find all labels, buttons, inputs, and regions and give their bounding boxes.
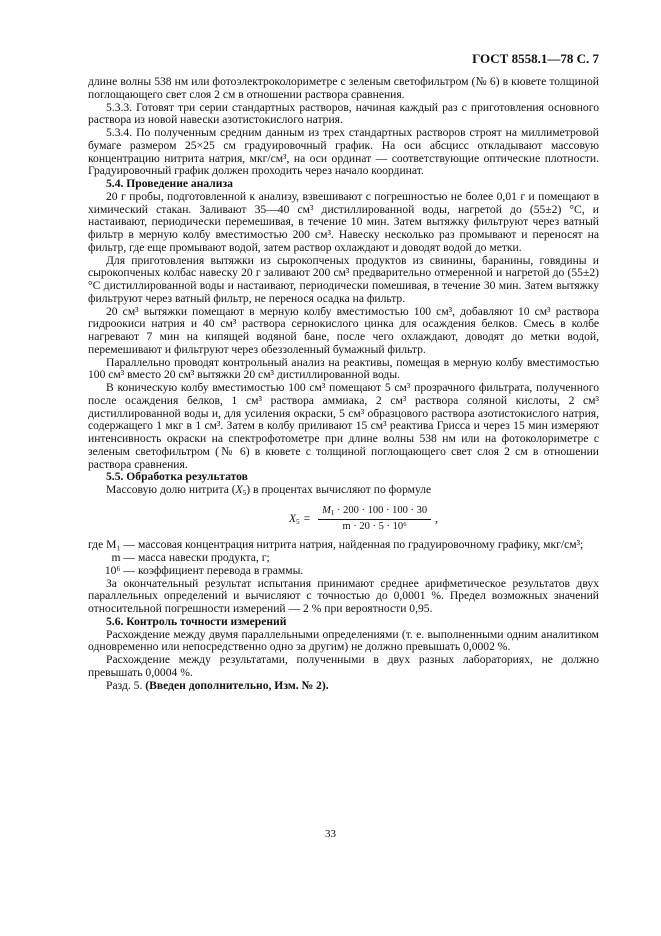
paragraph-5-3-4: 5.3.4. По полученным средним данным из трех стандартных растворов строят на миллиметровой бумаге размером 25×25 см градуировочный график. На оси абсцисс откладывают массовую концентрацию нитрита натрия, мкг/см³, на оси ординат — соответствующие оптические плотности. Градуировочный график должен проходить через начало координат. <box>88 126 599 178</box>
denominator: m · 20 · 5 · 10⁶ <box>342 520 407 532</box>
paragraph: За окончательный результат испытания принимают среднее арифметическое результатов двух параллельных определений и вычисляют с точностью до 0,0001 %. Предел возможных значений относительной погрешности измерений — 2 % при вероятности 0,95. <box>88 576 599 615</box>
paragraph: Расхождение между результатами, полученными в двух разных лабораториях, не должно превышать 0,0004 %. <box>88 653 599 679</box>
subscript: 5 <box>242 489 247 497</box>
fraction <box>318 505 431 534</box>
section-heading-5-5: 5.5. Обработка результатов <box>106 470 248 484</box>
page-number: 33 <box>325 828 336 840</box>
definition-text: масса навески продукта, г; <box>137 551 270 564</box>
subscript: 1 <box>330 508 335 517</box>
definition-text: массовая концентрация нитрита натрия, найденная по градуировочному графику, мкг/см³; <box>137 538 584 552</box>
variable-definitions <box>88 539 599 577</box>
variable: M <box>322 504 331 516</box>
paragraph: 20 см³ вытяжки помещают в мерную колбу вместимостью 100 см³, добавляют 10 см³ раствора гидроокиси натрия и 40 см³ раствора сернокислого цинка для осаждения белков. Смесь в колбе нагревают 7 мин на кипящей водяной бане, после чего охлаждают, доводят до метки водой, перемешивают и фильтруют через обеззоленный бумажный фильтр. <box>88 304 599 356</box>
note-label: Разд. 5. <box>106 678 146 692</box>
paragraph: 20 г пробы, подготовленной к анализу, взвешивают с погрешностью не более 0,01 г и помещают в химический стакан. Заливают 35—40 см³ дистиллированной воды, нагретой до (55±2) °С, и настаивают, периодически перемешивая, в течение 10 мин. Затем вытяжку фильтруют через ватный фильтр в мерную колбу вместимостью 200 см³. Навеску несколько раз промывают и переносят на фильтр, где еще промывают водой, затем раствор охлаждают и доводят водой до метки. <box>88 189 599 254</box>
paragraph-5-3-3: 5.3.3. Готовят три серии стандартных растворов, начиная каждый раз с приготовления основного раствора из новой навески азотистокислого натрия. <box>88 100 599 127</box>
variable: X <box>288 511 297 525</box>
intro-text: Массовую долю нитрита ( <box>106 483 236 496</box>
document-body <box>88 76 599 692</box>
definition-term: 10⁶ — <box>104 563 135 577</box>
section-heading-5-4: 5.4. Проведение анализа <box>106 177 233 190</box>
formula-intro <box>88 484 599 497</box>
variable: X <box>235 483 243 496</box>
paragraph: Расхождение между двумя параллельными определениями (т. е. выполненными одним аналитиком одновременно или непосредственно одно за другим) не должно превышать 0,0002 %. <box>88 627 599 654</box>
paragraph: длине волны 538 нм или фотоэлектроколориметре с зеленым светофильтром (№ 6) в кювете толщиной поглощающего свет слоя 2 см в отношении раствора сравнения. <box>88 75 599 101</box>
equals-sign: = <box>303 511 311 525</box>
definition-term: m — <box>111 551 135 564</box>
document-header: ГОСТ 8558.1—78 С. 7 <box>472 51 599 66</box>
definition-text: коэффициент перевода в граммы. <box>137 563 304 577</box>
numerator <box>318 505 431 520</box>
subscript: 5 <box>296 517 300 526</box>
amendment-note <box>88 680 599 693</box>
section-heading-5-6: 5.6. Контроль точности измерений <box>106 614 287 628</box>
definition-term: где M₁ — <box>88 538 135 552</box>
formula-lhs <box>289 513 300 526</box>
paragraph: Параллельно проводят контрольный анализ на реактивы, помещая в мерную колбу вместимостью 100 см³ вместо 20 см³ вытяжки 20 см³ дистиллированной воды. <box>88 355 599 382</box>
paragraph: Для приготовления вытяжки из сырокопченых продуктов из свинины, баранины, говядины и сырокопченых колбас навеску 20 г заливают 200 см³ предварительно отмеренной и нагретой до (55±2) °С дистиллированной воды и настаивают, периодически помешивая, в течение 30 мин. Затем вытяжку фильтруют через ватный фильтр, не перенося осадка на фильтр. <box>88 253 599 305</box>
numerator-text: · 200 · 100 · 100 · 30 <box>334 504 428 516</box>
formula-comma: , <box>435 511 439 525</box>
paragraph: В коническую колбу вместимостью 100 см³ помещают 5 см³ прозрачного фильтрата, полученного после осаждения белков, 1 см³ раствора аммиака, 2 см³ раствора соляной кислоты, 2 см³ дистиллированной воды и, для усиления окраски, 5 см³ образцового раствора азотистокислого натрия, содержащего 1 мкг в 1 см³. Затем в колбу приливают 15 см³ реактива Грисса и через 15 мин измеряют интенсивность окраски на спектрофотометре при длине волны 538 нм или на фотоколориметре с зеленым светофильтром (№ 6) в кювете с толщиной поглощающего свет слоя 2 см в отношении раствора сравнения. <box>88 381 599 471</box>
intro-text: ) в процентах вычисляют по формуле <box>246 483 432 496</box>
note-text: (Введен дополнительно, Изм. № 2). <box>145 678 329 692</box>
formula <box>128 505 599 534</box>
